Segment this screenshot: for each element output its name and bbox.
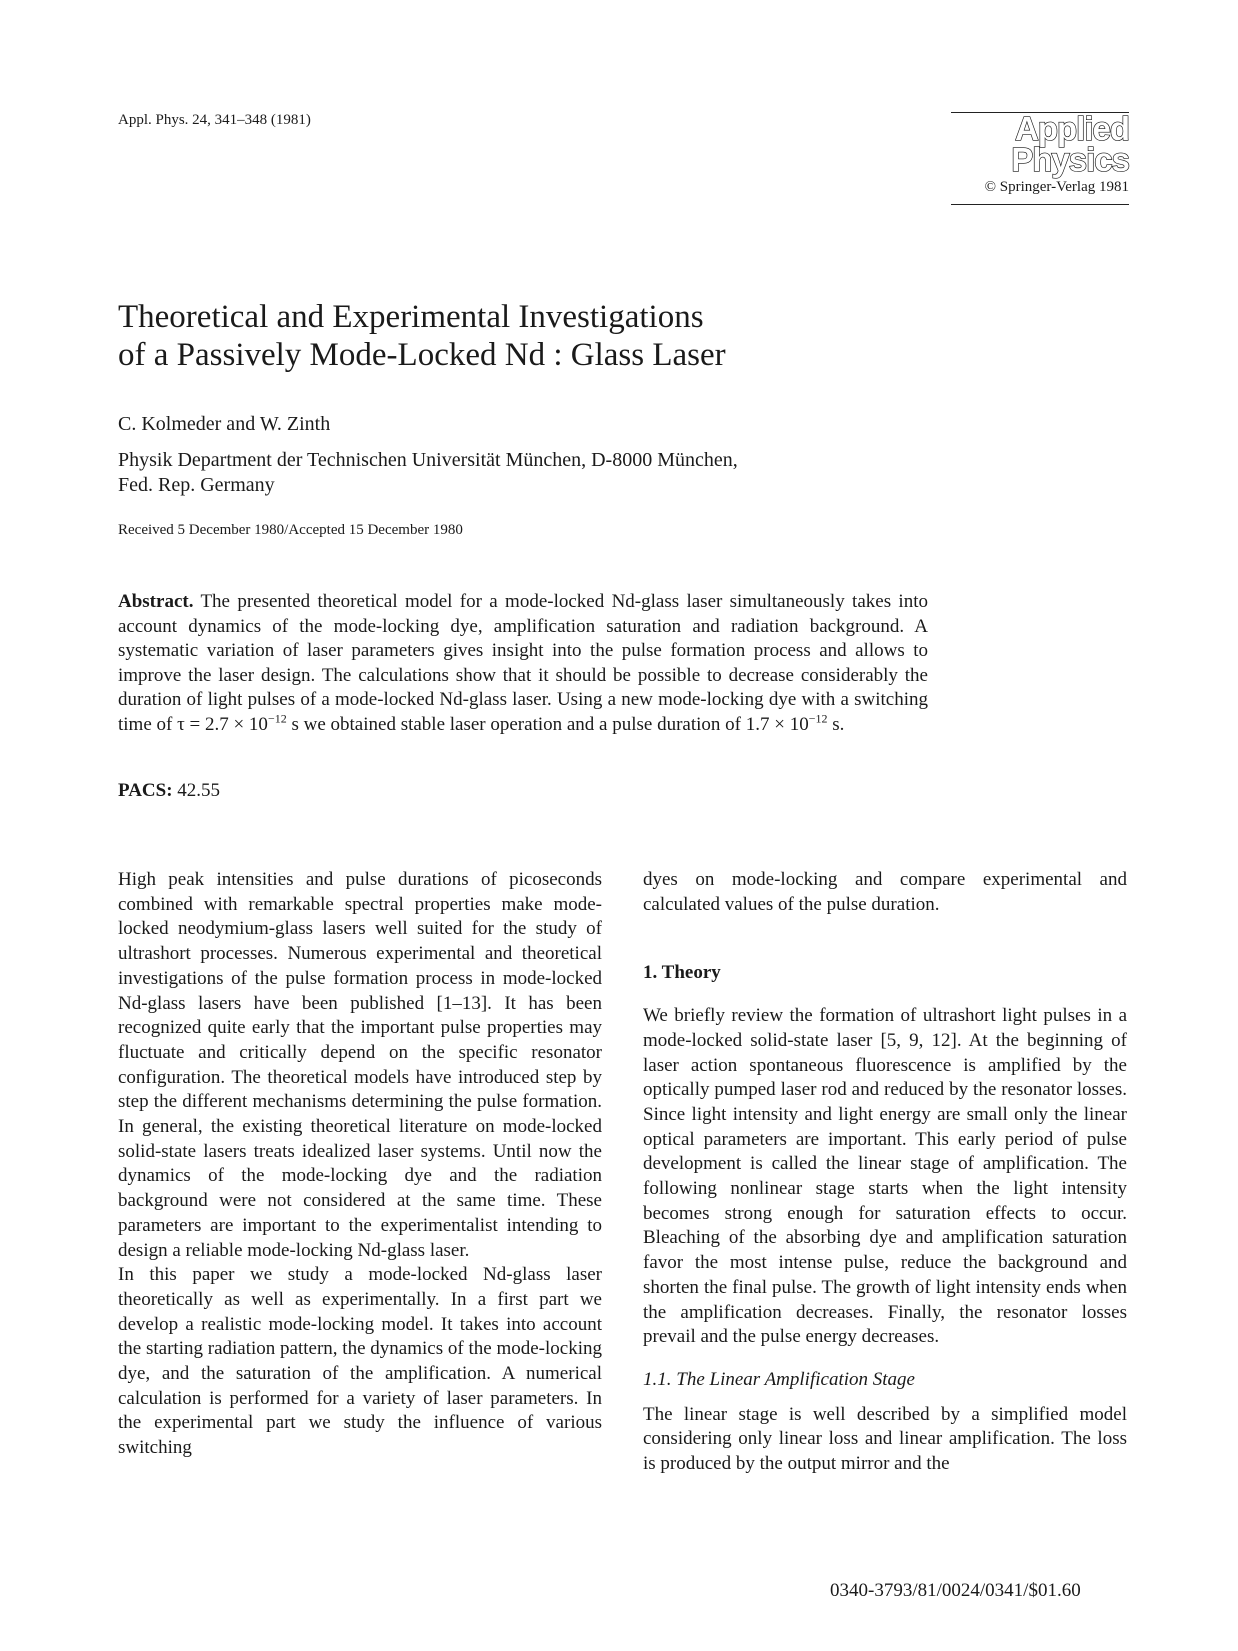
intro-paragraph-continued: dyes on mode-locking and compare experimental and calculated values of the pulse duration. <box>643 869 1127 915</box>
authors: C. Kolmeder and W. Zinth <box>118 413 331 435</box>
journal-logo <box>951 110 1129 178</box>
journal-masthead <box>951 112 1129 205</box>
abstract-text: The presented theoretical model for a mode-locked Nd-glass laser simultaneously takes into account dynamics of the mode-locking dye, amplification saturation and radiation background. A systematic variation of laser parameters gives insight into the pulse formation process and allows to improve the laser design. The calculations show that it should be possible to decrease considerably the duration of light pulses of a mode-locked Nd-glass laser. Using a new mode-locking dye with a switching time of <box>118 591 928 735</box>
abstract-tau: τ = 2.7 × 10 <box>177 713 268 735</box>
abstract-text-end: s. <box>827 713 845 735</box>
title-line-2: of a Passively Mode-Locked Nd : Glass Laser <box>118 337 726 373</box>
masthead-bottom-rule <box>951 204 1129 205</box>
right-column <box>643 868 1127 1477</box>
pacs <box>118 780 220 802</box>
title-line-1: Theoretical and Experimental Investigations <box>118 299 704 335</box>
affiliation-line-1: Physik Department der Technischen Universität München, D-8000 München, <box>118 449 738 471</box>
received-dates: Received 5 December 1980/Accepted 15 December 1980 <box>118 522 463 538</box>
abstract-duration: 1.7 × 10 <box>745 713 809 735</box>
theory-paragraph: We briefly review the formation of ultrashort light pulses in a mode-locked solid-state laser [5, 9, 12]. At the beginning of laser action spontaneous fluorescence is amplified by the optically pumped laser rod and reduced by the resonator losses. Since light intensity and light energy are small only the linear optical parameters are important. This early period of pulse development is called the linear stage of amplification. The following nonlinear stage starts when the light intensity becomes strong enough for saturation effects to occur. Bleaching of the absorbing dye and amplification saturation favor the most intense pulse, reduce the background and shorten the final pulse. The growth of light intensity ends when the amplification decreases. Finally, the resonator losses prevail and the pulse energy decreases. <box>643 1005 1127 1348</box>
affiliation-line-2: Fed. Rep. Germany <box>118 474 275 496</box>
abstract-tau-exponent: −12 <box>267 711 287 726</box>
affiliation <box>118 448 858 498</box>
copyright: © Springer-Verlag 1981 <box>984 179 1129 195</box>
journal-citation: Appl. Phys. 24, 341–348 (1981) <box>118 112 311 128</box>
linear-stage-paragraph: The linear stage is well described by a simplified model considering only linear loss and linear amplification. The loss is produced by the output mirror and the <box>643 1403 1127 1475</box>
abstract-duration-exponent: −12 <box>808 711 828 726</box>
pacs-value: 42.55 <box>177 780 221 801</box>
footer-code: 0340-3793/81/0024/0341/$01.60 <box>830 1580 1081 1601</box>
abstract-label: Abstract. <box>118 591 194 612</box>
paper-title <box>118 298 726 374</box>
subsection-heading-linear-stage: 1.1. The Linear Amplification Stage <box>643 1368 915 1390</box>
intro-paragraph-1: High peak intensities and pulse durations of picoseconds combined with remarkable spectral properties make mode-locked neodymium-glass lasers well suited for the study of ultrashort processes. Numerous experimental and theoretical investigations of the pulse formation process in mode-locked Nd-glass lasers have been published [1–13]. It has been recognized quite early that the important pulse properties may fluctuate and critically depend on the specific resonator configuration. The theoretical models have introduced step by step the different mechanisms determining the pulse formation. In general, the existing theoretical literature on mode-locked solid-state lasers treats idealized laser systems. Until now the dynamics of the mode-locking dye and the radiation background were not considered at the same time. These parameters are important to the experimentalist intending to design a reliable mode-locking Nd-glass laser. <box>118 869 602 1261</box>
abstract-text-mid: s we obtained stable laser operation and a pulse duration of <box>286 713 746 735</box>
pacs-label: PACS: <box>118 780 173 801</box>
journal-logo-line1: Applied <box>1015 110 1129 147</box>
section-heading-theory: 1. Theory <box>643 962 721 984</box>
journal-logo-line2: Physics <box>1011 141 1129 178</box>
abstract <box>118 590 928 738</box>
left-column <box>118 868 602 1461</box>
intro-paragraph-2: In this paper we study a mode-locked Nd-glass laser theoretically as well as experimentally. In a first part we develop a realistic mode-locking model. It takes into account the starting radiation pattern, the dynamics of the mode-locking dye, and the saturation of the amplification. A numerical calculation is performed for a variety of laser parameters. In the experimental part we study the influence of various switching <box>118 1264 602 1459</box>
